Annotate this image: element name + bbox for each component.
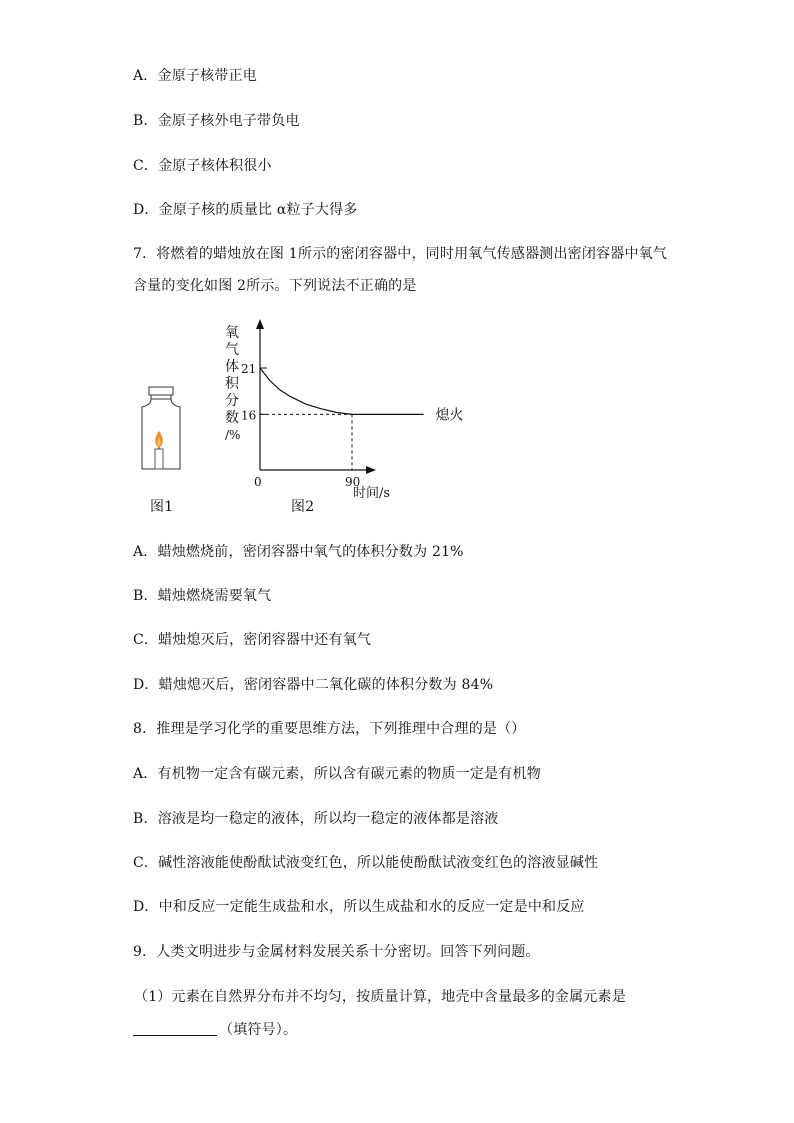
x-axis-label: 时间/s: [353, 486, 391, 501]
q6-option-a: A．金原子核带正电: [133, 68, 257, 84]
q7-option-d: D．蜡烛熄灭后，密闭容器中二氧化碳的体积分数为 84%: [133, 677, 494, 693]
q6-option-b: B．金原子核外电子带负电: [133, 113, 300, 129]
q7-option-c: C．蜡烛熄灭后，密闭容器中还有氧气: [133, 632, 372, 648]
q8-option-d: D．中和反应一定能生成盐和水，所以生成盐和水的反应一定是中和反应: [133, 899, 585, 915]
figure1-caption: 图1: [150, 499, 174, 515]
q8-option-a: A．有机物一定含有碳元素，所以含有碳元素的物质一定是有机物: [133, 766, 541, 782]
x-axis-arrow: [366, 466, 376, 474]
q8-stem: 8．推理是学习化学的重要思维方法，下列推理中合理的是（）: [133, 721, 526, 737]
q8-option-c: C．碱性溶液能使酚酞试液变红色，所以能使酚酞试液变红色的溶液显碱性: [133, 855, 599, 871]
q9-sub1-suffix: （填符号）。: [219, 1022, 298, 1038]
y-axis-label-char: 气: [225, 342, 239, 358]
answer-blank[interactable]: [133, 1021, 217, 1036]
q6-option-d: D．金原子核的质量比 α粒子大得多: [133, 202, 358, 218]
annotation-extinguished: 熄火: [435, 407, 464, 424]
q9-sub1-line1: （1）元素在自然界分布并不均匀，按质量计算，地壳中含量最多的金属元素是: [134, 989, 626, 1005]
series-line: [260, 368, 424, 414]
figure2-oxygen-chart: [205, 315, 464, 501]
y-tick-label: 16: [241, 408, 257, 423]
q7-option-a: A．蜡烛燃烧前，密闭容器中氧气的体积分数为 21%: [133, 544, 464, 560]
q9-stem: 9．人类文明进步与金属材料发展关系十分密切。回答下列问题。: [133, 944, 540, 960]
figure2-caption: 图2: [291, 499, 315, 515]
y-axis-label-char: 氧: [225, 325, 239, 341]
y-tick-label: 21: [241, 362, 257, 376]
q7-stem-line2: 含量的变化如图 2所示。下列说法不正确的是: [133, 278, 417, 294]
y-axis-label-char: 数: [225, 410, 239, 426]
y-axis-label-char: 分: [225, 393, 239, 409]
origin-label: 0: [254, 475, 262, 489]
q8-option-b: B．溶液是均一稳定的液体，所以均一稳定的液体都是溶液: [133, 811, 499, 827]
figure1-bottle-candle: [130, 385, 200, 475]
x-tick-label: 90: [345, 475, 361, 489]
y-axis-label-char: 体: [225, 359, 239, 375]
q9-sub1-line2: [133, 1021, 297, 1039]
y-axis-label-char: 积: [225, 376, 239, 392]
q7-option-b: B．蜡烛燃烧需要氧气: [133, 588, 272, 604]
q7-stem-line1: 7．将燃着的蜡烛放在图 1所示的密闭容器中，同时用氧气传感器测出密闭容器中氧气: [133, 246, 668, 262]
y-axis-label-char: /%: [225, 428, 241, 442]
y-axis-arrow: [256, 319, 264, 329]
q6-option-c: C．金原子核体积很小: [133, 158, 272, 174]
